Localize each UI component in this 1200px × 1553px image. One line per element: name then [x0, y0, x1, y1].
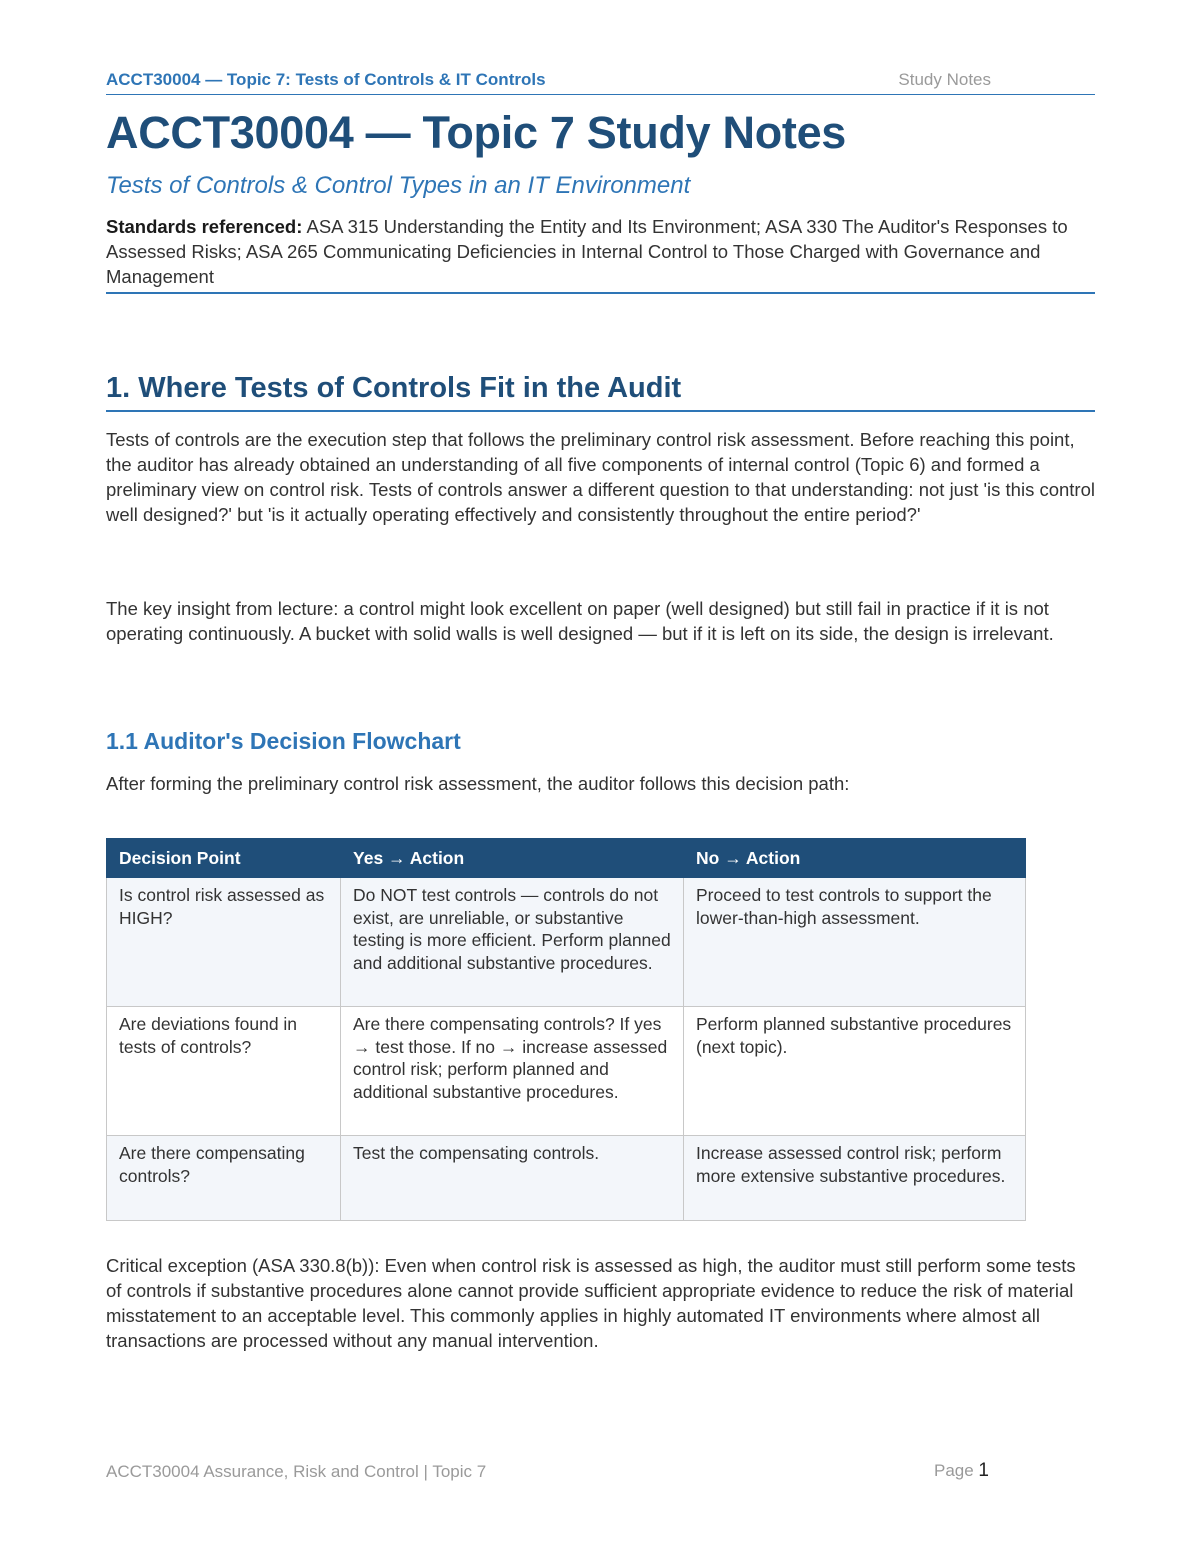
- section-1-paragraph-1: Tests of controls are the execution step that follows the preliminary control risk assessment. Before reaching this point, the auditor has already obtained an understanding of all five components of internal control (Topic 6) and formed a preliminary view on control risk. Tests of controls answer a different question to that understanding: not just 'is this control well designed?' but 'is it actually operating effectively and consistently throughout the entire period?': [106, 429, 1095, 525]
- section-1-heading: 1. Where Tests of Controls Fit in the Audit: [106, 372, 1095, 412]
- table-cell-yes-action: Are there compensating controls? If yes → test those. If no → increase assessed control risk; perform planned and additional substantive procedures.: [341, 1007, 684, 1136]
- table-row: [107, 878, 1026, 1007]
- standards-text: ASA 315 Understanding the Entity and Its Environment; ASA 330 The Auditor's Responses to Assessed Risks; ASA 265 Communicating Deficiencies in Internal Control to Those Charged with Governance and Management: [106, 216, 1068, 287]
- table-cell-decision-point: Is control risk assessed as HIGH?: [107, 878, 341, 1007]
- table-cell-no-action: Proceed to test controls to support the lower-than-high assessment.: [684, 878, 1026, 1007]
- table-cell-yes-action: Test the compensating controls.: [341, 1136, 684, 1221]
- running-header-title: ACCT30004 — Topic 7: Tests of Controls & IT Controls: [106, 70, 546, 89]
- document-subtitle: Tests of Controls & Control Types in an IT Environment: [106, 172, 691, 199]
- running-header: [106, 70, 1095, 95]
- critical-exception-paragraph: Critical exception (ASA 330.8(b)): Even when control risk is assessed as high, the auditor must still perform some tests of controls if substantive procedures alone cannot provide sufficient appropriate evidence to reduce the risk of material misstatement to an acceptable level. This commonly applies in highly automated IT environments where almost all transactions are processed without any manual intervention.: [106, 1255, 1076, 1351]
- table-row: [107, 1007, 1026, 1136]
- table-cell-no-action: Perform planned substantive procedures (next topic).: [684, 1007, 1026, 1136]
- table-cell-decision-point: Are deviations found in tests of controls?: [107, 1007, 341, 1136]
- column-header-decision-point: Decision Point: [107, 839, 341, 878]
- column-header-no-action: No → Action: [684, 839, 1026, 878]
- table-cell-yes-action: Do NOT test controls — controls do not exist, are unreliable, or substantive testing is more efficient. Perform planned and additional substantive procedures.: [341, 878, 684, 1007]
- standards-referenced: [106, 214, 1095, 294]
- decision-table: [106, 838, 1026, 1221]
- table-cell-no-action: Increase assessed control risk; perform more extensive substantive procedures.: [684, 1136, 1026, 1221]
- page-number: 1: [978, 1460, 989, 1481]
- footer-course-label: ACCT30004 Assurance, Risk and Control | Topic 7: [106, 1462, 487, 1481]
- footer-page-number: [934, 1460, 989, 1482]
- table-row: [107, 1136, 1026, 1221]
- section-1-paragraph-2: The key insight from lecture: a control might look excellent on paper (well designed) but still fail in practice if it is not operating continuously. A bucket with solid walls is well designed — but if it is left on its side, the design is irrelevant.: [106, 598, 1054, 644]
- section-1-1-heading: 1.1 Auditor's Decision Flowchart: [106, 728, 461, 754]
- table-cell-decision-point: Are there compensating controls?: [107, 1136, 341, 1221]
- document-page: [106, 0, 1095, 1553]
- decision-table-header-row: [107, 839, 1026, 878]
- document-title: ACCT30004 — Topic 7 Study Notes: [106, 107, 847, 158]
- column-header-yes-action: Yes → Action: [341, 839, 684, 878]
- section-1-1-intro: After forming the preliminary control risk assessment, the auditor follows this decision path:: [106, 773, 850, 794]
- page-label: Page: [933, 1461, 979, 1480]
- standards-label: Standards referenced:: [106, 216, 303, 237]
- running-header-label: Study Notes: [898, 70, 991, 89]
